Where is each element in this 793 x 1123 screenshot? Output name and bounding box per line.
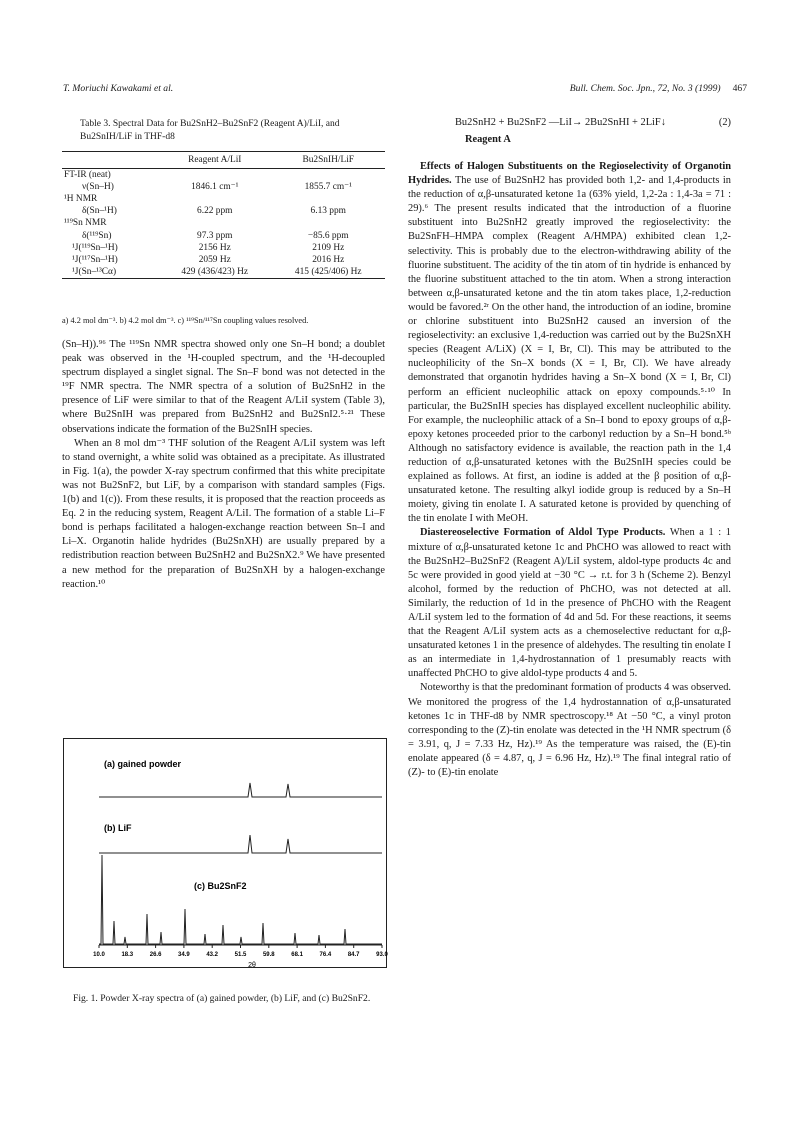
x-tick-label: 43.2: [206, 952, 219, 958]
equation-2: [455, 117, 731, 145]
right-body-text: [408, 160, 731, 780]
table-cell-reagent-a: 2156 Hz: [198, 242, 231, 253]
table-cell-reagent-a: 429 (436/423) Hz: [181, 266, 249, 277]
table-cell-reagent-a: 6.22 ppm: [197, 206, 233, 217]
x-tick-label: 10.0: [93, 952, 105, 958]
right-paragraph-3: Noteworthy is that the predominant formation of products 4 was observed. We monitored the progress of the 1,4 hydrostannation of α,β-unsaturated ketones 1c in THF-d8 by NMR spectroscopy.¹⁸ At −50 °C, a vinyl proton corresponding to the (Z)-tin enolate was detected in the ¹H NMR spectrum (δ = 3.91, q, J = 7.33 Hz, Hz).¹⁹ As the temperature was raised, the (E)-tin enolate appeared (δ = 4.87, q, J = 6.96 Hz, Hz).¹⁹ The final integral ratio of (Z)- to (E)-tin enolate: [408, 682, 731, 779]
table-header-reagent-a: Reagent A/LiI: [188, 155, 242, 165]
table-header-empty: [62, 152, 158, 169]
table-cell-reagent-a: 2059 Hz: [198, 254, 231, 265]
page-number: 467: [732, 83, 747, 94]
x-tick-label: 93.0: [376, 952, 388, 958]
x-tick-label: 59.8: [262, 952, 275, 958]
x-tick-label: 34.9: [178, 952, 190, 958]
x-axis-ticks: [93, 945, 388, 958]
table-cell-bu2snih: 2109 Hz: [312, 242, 345, 253]
table-cell-label: FT-IR (neat): [64, 169, 111, 180]
table-cell-label: ¹¹⁹Sn NMR: [64, 218, 107, 229]
table-header-row: [62, 152, 385, 169]
running-head-authors: T. Moriuchi Kawakami et al.: [63, 83, 174, 94]
equation-number: (2): [718, 117, 731, 128]
table-cell-bu2snih: [272, 169, 386, 181]
right-paragraph-2-body: When a 1 : 1 mixture of α,β-unsaturated ketone 1c and PhCHO was allowed to react with the Bu2SnH2–Bu2SnF2 (Reagent A)/LiI system, aldol-type products 4c and 5c were provided in good yield at −30 °C → r.t. for 3 h (Scheme 2). Benzyl alcohol, formed by the reduction of PhCHO, was not detected at all. Similarly, the reduction of 1d in the presence of PhCHO with the Reagent A/LiI system led to the formation of 4d and 5d. For these reactions, it seems that the Reagent A/LiI system acts as a chemoselective reductant for α,β-unsaturated ketones 1 in the presence of aldehydes. The resulting tin enolate I as an intermediate in 1,4-hydrostannation of 1 presumably reacts with unaffected PhCHO to give aldol-type products 4 and 5.: [408, 527, 731, 680]
left-body-text: [62, 338, 385, 592]
section-heading-aldol: Diastereoselective Formation of Aldol Type Products.: [420, 527, 666, 539]
journal-citation: Bull. Chem. Soc. Jpn., 72, No. 3 (1999): [569, 83, 721, 94]
table-cell-reagent-a: [158, 217, 272, 229]
left-paragraph-2: When an 8 mol dm⁻³ THF solution of the Reagent A/LiI system was left to stand overnight, a white solid was obtained as a precipitate. As illustrated in Fig. 1(a), the powder X-ray spectrum confirmed that this white precipitate was not Bu2SnF2, but LiF, by a comparison with standard samples (Figs. 1(b) and 1(c)). From these results, it is proposed that the reaction proceeds as Eq. 2 in the reducing system, Reagent A/LiI. The formation of a stable Li–F bond is perhaps facilitated a halogen-exchange reaction between Sn–I and Li–X. Organotin halide hydrides (Bu2SnXH) are usually prepared by a redistribution reaction between Bu2SnH2 and Bu2SnX2.⁹ We have presented a new method for the preparation of Bu2SnXH by a halogen-exchange reaction.¹⁰: [62, 437, 385, 590]
table-row: [62, 181, 385, 193]
label-gained-powder: (a) gained powder: [104, 759, 182, 769]
x-tick-label: 84.7: [347, 952, 360, 958]
spectrum-a-gained-powder: [99, 759, 382, 797]
x-tick-label: 18.3: [121, 952, 134, 958]
label-bu2snf2: (c) Bu2SnF2: [194, 881, 247, 891]
label-lif: (b) LiF: [104, 823, 132, 833]
right-paragraph-2: [408, 526, 731, 681]
right-paragraph-1-body: The use of Bu2SnH2 has provided both 1,2- and 1,4-products in the reduction of α,β-unsaturated ketone 1a (63% yield, 1,2-2a : 1,4-3a = 71 : 29).⁶ The present results indicated that the introduction of a fluorine substituent into Bu2SnH2 greatly improved the regioselectivity: the Bu2SnFH–HMPA complex (Reagent A/HMPA) exhibited clean 1,2-selectivity. This is probably due to the electron-withdrawing ability of the fluorine substituent. The acidity of the tin atom of tin hydride is enhanced by the fluorine substituent attached to the tin atom. When a strong interaction between α,β-unsaturated ketone and the tin atom takes place, 1,2-reduction would be favored.²ʳ On the other hand, the introduction of an iodine, bromine or chlorine substituent into Bu2SnH2 caused an inversion of the regioselectivity: an exclusive 1,4-reduction was carried out by the Bu2SnXH species (Reagent A/LiX) (X = I, Br, Cl). This may be attributed to the nucleophilicity of the Sn–X bonds (X = I, Br, Cl). We have already demonstrated that organotin hydrides having a Sn–X bond (X = I, Br, Cl) perform an efficient nucleophilic attack on epoxy compounds.⁵·¹⁰ In particular, the Bu2SnIH species has displayed excellent nucleophilic ability. For example, the nucleophilic attack of a Sn–I bond to epoxy groups of α,β-epoxy ketones proceeded prior to the carbonyl reduction by a Sn–H bond.⁵ᵇ Although no satisfactory evidence is available, the reaction path in the 1,4 reduction of α,β-unsaturated ketones with the Bu2SnIH species could be explained as follows. At first, an iodine is added at the β position of α,β-unsaturated ketone. The resulting alkyl iodide group is reduced by a Sn–H moiety, giving tin enolate I. A saturated ketone is provided by quenching of the tin enolate I with MeOH.: [408, 175, 731, 525]
table-cell-label: δ(¹¹⁹Sn): [82, 230, 112, 241]
x-tick-label: 68.1: [291, 952, 303, 958]
table-row: [62, 217, 385, 229]
table-cell-label: δ(Sn–¹H): [82, 206, 117, 217]
spectral-data-table: [62, 151, 385, 279]
table-row: [62, 169, 385, 181]
x-tick-label: 51.5: [234, 952, 247, 958]
right-paragraph-1: [408, 160, 731, 526]
table-cell-reagent-a: 1846.1 cm⁻¹: [191, 182, 239, 193]
running-head-journal: [570, 83, 747, 94]
x-tick-label: 26.6: [149, 952, 162, 958]
figure-caption: Fig. 1. Powder X-ray spectra of (a) gained powder, (b) LiF, and (c) Bu2SnF2.: [73, 993, 371, 1004]
spectrum-b-lif: [99, 823, 382, 853]
table-row: [62, 205, 385, 217]
equation-reagent-label: Reagent A: [465, 134, 511, 145]
table-cell-reagent-a: [158, 193, 272, 205]
table-cell-bu2snih: [272, 217, 386, 229]
table-cell-label: ¹J(¹¹⁹Sn–¹H): [72, 242, 118, 253]
equation-text: Bu2SnH2 + Bu2SnF2 —LiI→ 2Bu2SnHI + 2LiF↓: [455, 117, 666, 128]
table-row: [62, 254, 385, 266]
table-cell-label: ν(Sn–H): [82, 181, 114, 192]
table-row: [62, 266, 385, 278]
x-axis-label: 2θ: [248, 962, 256, 969]
table-caption: Table 3. Spectral Data for Bu2SnH2–Bu2SnF2 (Reagent A)/LiI, and Bu2SnIH/LiF in THF-d8: [80, 119, 340, 142]
table-cell-bu2snih: 1855.7 cm⁻¹: [304, 182, 352, 193]
table-cell-bu2snih: 415 (425/406) Hz: [294, 266, 362, 277]
table-cell-bu2snih: 2016 Hz: [312, 254, 345, 265]
table-cell-label: ¹J(Sn–¹³Cα): [72, 266, 117, 277]
table-footnote: a) 4.2 mol dm⁻³. b) 4.2 mol dm⁻³. c) ¹¹⁹Sn/¹¹⁷Sn coupling values resolved.: [62, 316, 309, 325]
table-cell-reagent-a: 97.3 ppm: [197, 230, 233, 241]
x-tick-label: 76.4: [319, 952, 332, 958]
table-cell-label: ¹H NMR: [64, 193, 98, 204]
table-row: [62, 229, 385, 241]
table-cell-reagent-a: [158, 169, 272, 181]
table-cell-bu2snih: [272, 193, 386, 205]
table-row: [62, 193, 385, 205]
left-paragraph-1: (Sn–H)).⁹⁶ The ¹¹⁹Sn NMR spectra showed only one Sn–H bond; a doublet peak was observed in the ¹H-coupled spectrum, and the ¹H-decoupled spectrum displayed a singlet signal. The Sn–F bond was not detected in the ¹⁹F NMR spectra. The NMR spectra of a solution of Bu2SnH2 in the presence of LiF were similar to that of the Reagent A/LiI system (Table 3), where Bu2SnIH was prepared from Bu2SnH2 and Bu2SnI2.⁵·²¹ These observations indicate the formation of the Bu2SnIH species.: [62, 339, 385, 435]
spectrum-c-bu2snf2: [99, 855, 382, 944]
table-cell-bu2snih: 6.13 ppm: [310, 206, 346, 217]
table-cell-label: ¹J(¹¹⁷Sn–¹H): [72, 254, 118, 265]
xray-spectra-plot: [64, 739, 388, 969]
xray-figure: [63, 738, 387, 968]
section-heading-halogen: Effects of Halogen Substituents on the Regioselectivity of Organotin Hydrides.: [408, 161, 731, 187]
table-cell-bu2snih: −85.6 ppm: [307, 230, 349, 241]
table-header-bu2snih: Bu2SnIH/LiF: [302, 155, 355, 165]
table-row: [62, 242, 385, 254]
